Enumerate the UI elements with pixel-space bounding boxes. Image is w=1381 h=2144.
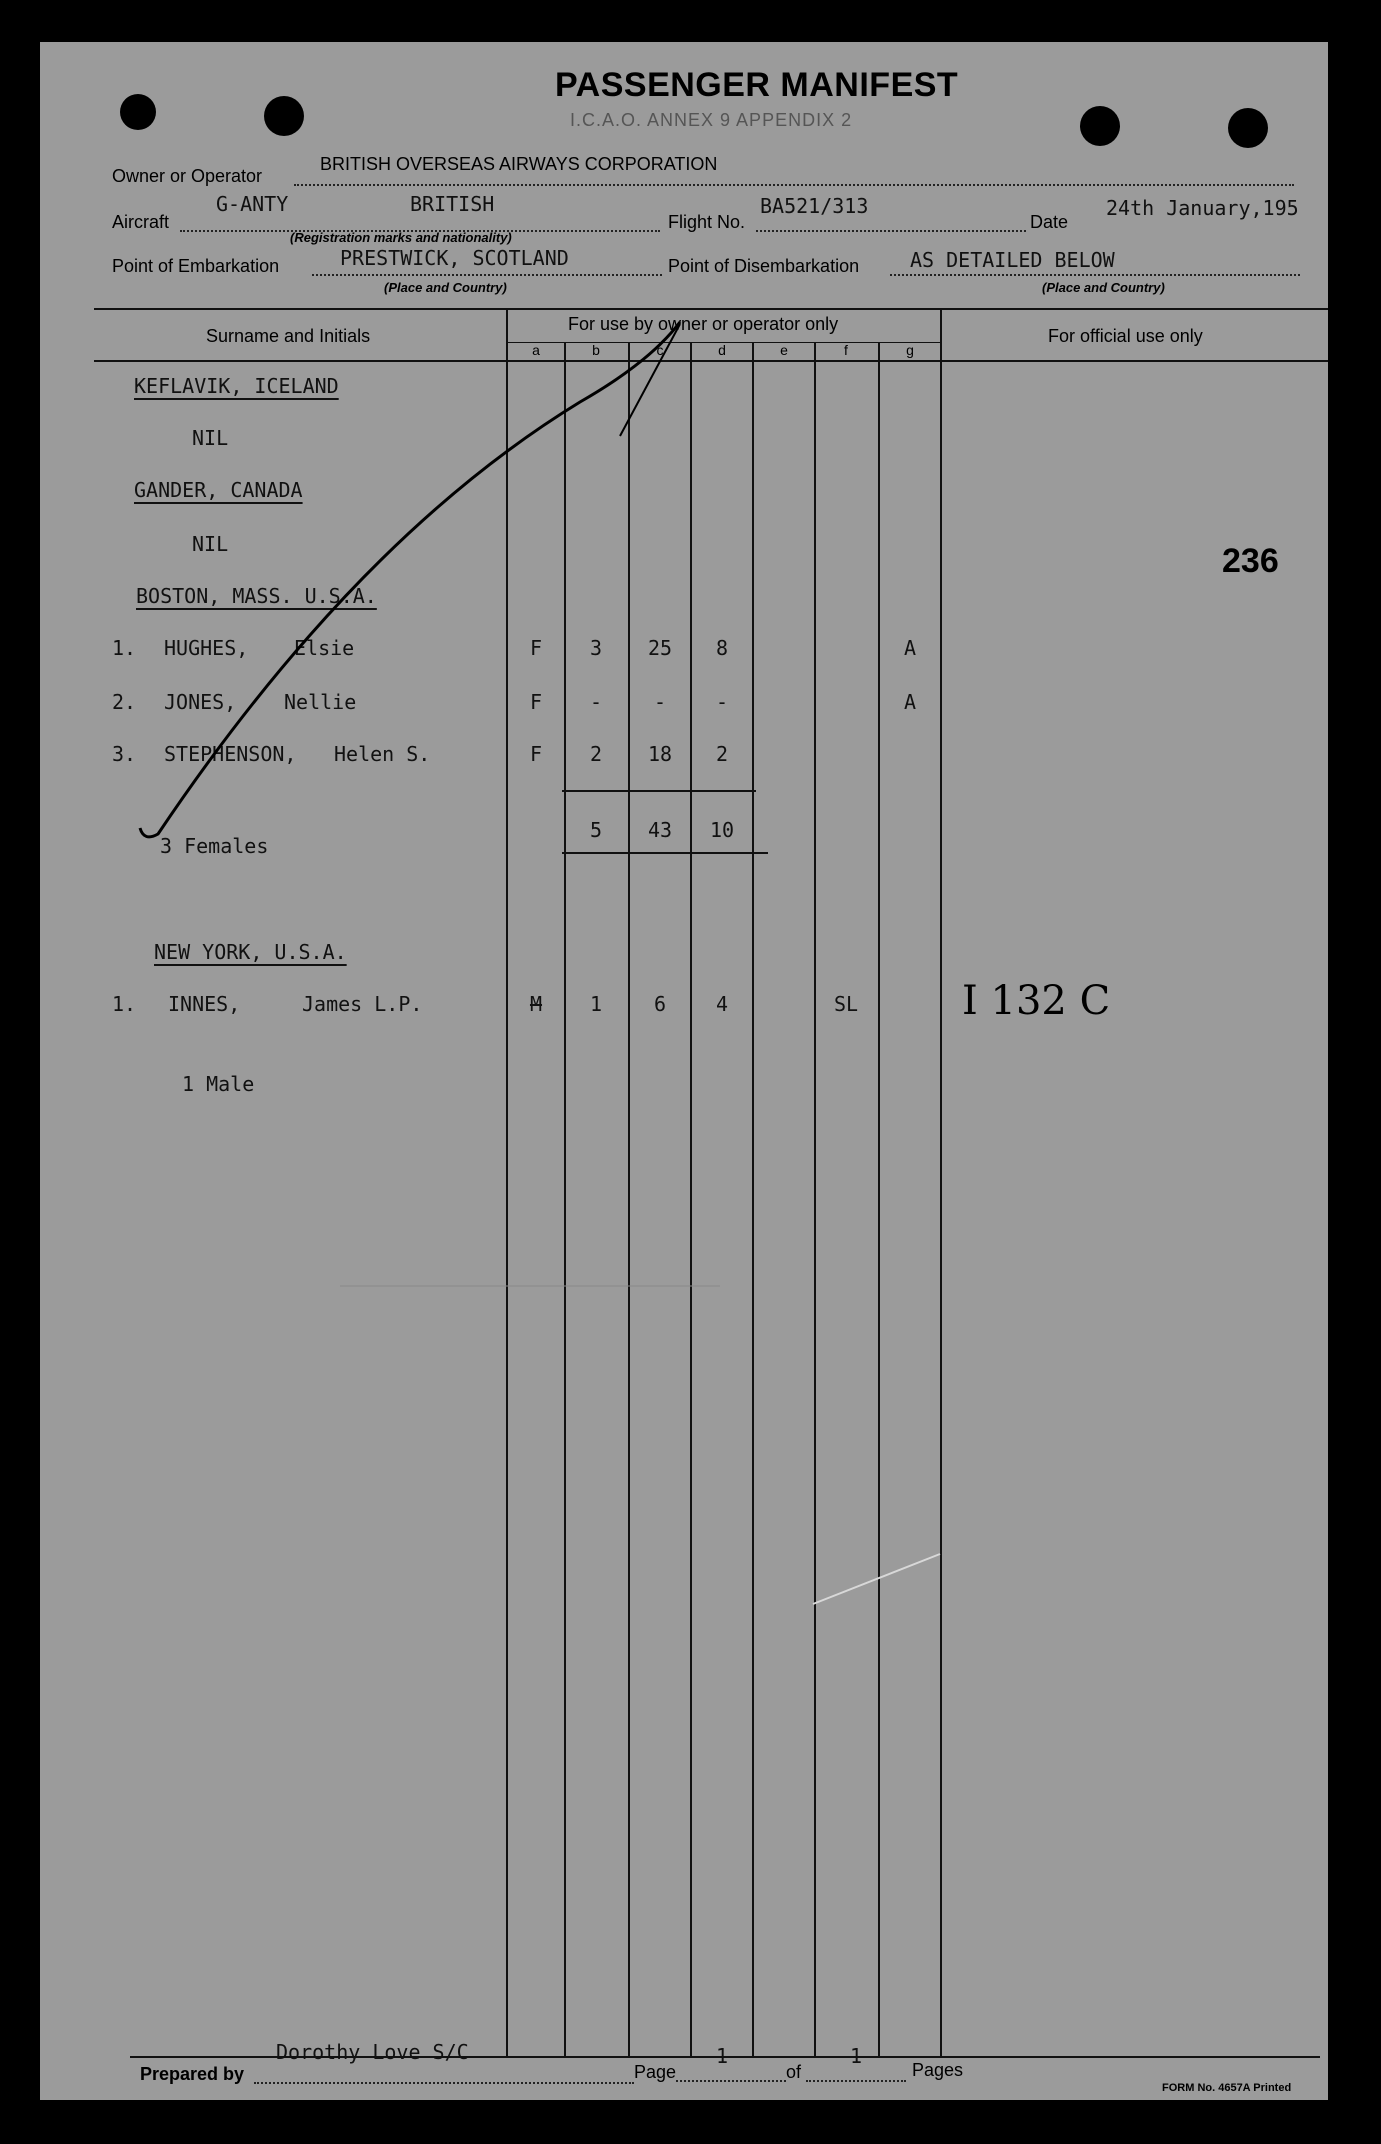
cell-d: 2 [715, 742, 729, 766]
subcol-d: d [718, 342, 726, 358]
row-number: 1. [112, 992, 137, 1016]
subcol-b: b [592, 342, 600, 358]
section-heading-keflavik: KEFLAVIK, ICELAND [134, 374, 339, 398]
cell-g: A [903, 690, 917, 714]
page-value: 1 [716, 2044, 729, 2068]
subcol-e: e [780, 342, 788, 358]
embarkation-label: Point of Embarkation [112, 256, 280, 276]
cell-b: - [589, 690, 603, 714]
aircraft-nationality: BRITISH [410, 192, 495, 216]
handwritten-checkmark [40, 42, 1328, 2100]
section-summary-boston: 3 Females [160, 834, 269, 858]
cell-f: SL [833, 992, 859, 1016]
page-label: Page [634, 2062, 677, 2082]
passenger-given-name: Elsie [294, 636, 355, 660]
aircraft-sublabel: (Registration marks and nationality) [290, 230, 512, 245]
prepared-by-value: Dorothy Love S/C [276, 2040, 469, 2064]
official-handwritten-mark: I 132 C [962, 978, 1111, 1024]
cell-b: 3 [589, 636, 603, 660]
section-heading-gander: GANDER, CANADA [134, 478, 303, 502]
flight-label: Flight No. [668, 212, 746, 232]
embarkation-value: PRESTWICK, SCOTLAND [340, 246, 569, 270]
flight-number: BA521/313 [760, 194, 869, 218]
section-summary-new-york: 1 Male [182, 1072, 255, 1096]
cell-a: F [529, 690, 543, 714]
owner-label: Owner or Operator [112, 166, 263, 186]
row-number: 3. [112, 742, 137, 766]
aircraft-registration: G-ANTY [216, 192, 289, 216]
passenger-surname: STEPHENSON, [164, 742, 297, 766]
section-note-gander: NIL [192, 532, 229, 556]
header-owner-use: For use by owner or operator only [568, 314, 839, 334]
cell-a: F [529, 636, 543, 660]
total-b: 5 [589, 818, 603, 842]
prepared-by-label: Prepared by [140, 2064, 245, 2084]
date-label: Date [1030, 212, 1069, 232]
disembarkation-sublabel: (Place and Country) [1042, 280, 1165, 295]
subcol-a: a [532, 342, 540, 358]
cell-c: - [653, 690, 667, 714]
form-number: FORM No. 4657A Printed [1162, 2082, 1292, 2094]
cell-g: A [903, 636, 917, 660]
passenger-surname: HUGHES, [164, 636, 249, 660]
cell-a: M [529, 992, 543, 1016]
passenger-surname: INNES, [168, 992, 241, 1016]
of-dots [806, 2080, 906, 2082]
header-official-use: For official use only [1048, 326, 1203, 346]
cell-a: F [529, 742, 543, 766]
section-note-keflavik: NIL [192, 426, 229, 450]
pages-label: Pages [912, 2060, 964, 2080]
of-value: 1 [850, 2044, 863, 2068]
passenger-surname: JONES, [164, 690, 237, 714]
cell-c: 25 [647, 636, 673, 660]
cell-d: 8 [715, 636, 729, 660]
section-heading-boston: BOSTON, MASS. U.S.A. [136, 584, 377, 608]
disembarkation-value: AS DETAILED BELOW [910, 248, 1115, 272]
subcol-f: f [844, 342, 848, 358]
passenger-given-name: Helen S. [334, 742, 431, 766]
passenger-given-name: James L.P. [302, 992, 423, 1016]
of-label: of [786, 2062, 802, 2082]
page-subtitle: I.C.A.O. ANNEX 9 APPENDIX 2 [570, 110, 853, 130]
cell-b: 1 [589, 992, 603, 1016]
cell-c: 6 [653, 992, 667, 1016]
embarkation-sublabel: (Place and Country) [384, 280, 507, 295]
cell-c: 18 [647, 742, 673, 766]
prepared-by-dots [254, 2082, 634, 2084]
owner-value: BRITISH OVERSEAS AIRWAYS CORPORATION [320, 154, 718, 174]
page-number-stamp: 236 [1222, 542, 1279, 580]
cell-d: - [715, 690, 729, 714]
page-dots [676, 2080, 786, 2082]
passenger-given-name: Nellie [284, 690, 357, 714]
date-value: 24th January,195 [1106, 196, 1299, 220]
manifest-sheet [40, 42, 1328, 2100]
cell-d: 4 [715, 992, 729, 1016]
page-title: PASSENGER MANIFEST [555, 66, 959, 104]
disembarkation-label: Point of Disembarkation [668, 256, 860, 276]
row-number: 1. [112, 636, 137, 660]
header-surname: Surname and Initials [206, 326, 371, 346]
subcol-c: c [656, 342, 664, 358]
row-number: 2. [112, 690, 137, 714]
cell-b: 2 [589, 742, 603, 766]
subcol-g: g [906, 342, 914, 358]
total-d: 10 [709, 818, 735, 842]
total-c: 43 [647, 818, 673, 842]
section-heading-new-york: NEW YORK, U.S.A. [154, 940, 347, 964]
aircraft-label: Aircraft [112, 212, 170, 232]
